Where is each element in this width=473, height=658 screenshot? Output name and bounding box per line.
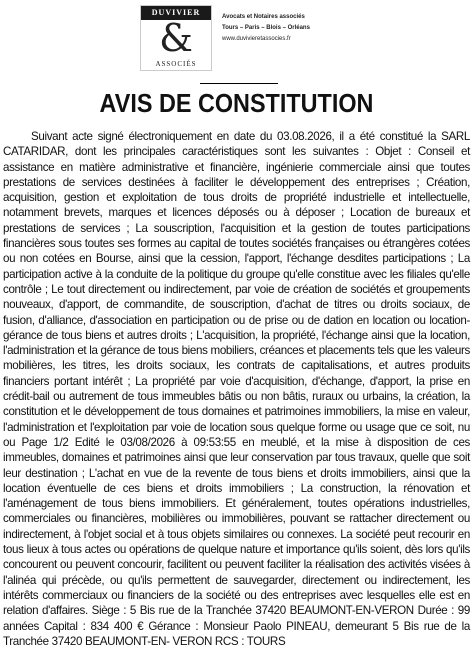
firm-info (222, 12, 342, 45)
letterhead (0, 0, 473, 82)
firm-logo (140, 5, 212, 71)
logo-bottom-text: ASSOCIÉS (155, 60, 197, 68)
logo-top-text: DUVIVIER (141, 6, 211, 20)
logo-ampersand: & (159, 16, 193, 60)
title-divider (200, 83, 278, 84)
notice-text: Suivant acte signé électroniquement en date du 03.08.2026, il a été constitué la SARL CATARIDAR, dont les principales caractéristiques sont les suivantes : Objet : Conseil et assistance en matière administrative et financière, ingénierie commerciale ainsi que toutes prestations de services destinées à faciliter le développement des entreprises ; Création, acquisition, gestion et exploitation de tous droits de propriété industrielle et intellectuelle, notamment brevets, marques et licences déposés ou à déposer ; Location de bureaux et prestations de services ; La souscription, l'acquisition et la gestion de toutes participations financières sous toutes ses formes au capital de toutes sociétés françaises ou étrangères cotées ou non cotées en Bourse, ainsi que la cession, l'apport, l'échange desdites participations ; La participation active à la conduite de la politique du groupe qu'elle constitue avec les filiales qu'elle contrôle ; Le tout directement ou indirectement, par voie de création de sociétés et groupements nouveaux, d'apport, de commandite, de souscription, d'achat de titres ou droits sociaux, de fusion, d'alliance, d'association en participation ou de prise ou de dation en location ou location-gérance de tous biens et autres droits ; L'acquisition, la propriété, l'échange ainsi que la location, l'administration et la gérance de tous biens mobiliers, créances et placements tels que les valeurs mobilières, les titres, les droits sociaux, les contrats de capitalisations, et autres produits financiers portant intérêt ; La propriété par voie d'acquisition, d'échange, d'apport, la prise en crédit-bail ou autrement de tous immeubles bâtis ou non bâtis, ruraux ou urbains, la création, la constitution et le développement de tous domaines et patrimoines immobiliers, la mise en valeur, l'administration et l'exploitation par voie de location sous quelque forme ou usage que ce soit, nu ou Page 1/2 Edité le 03/08/2026 à 09:53:55 en meublé, et la mise à disposition de ces immeubles, domaines et patrimoines ainsi que leur conservation par tous travaux, quelle que soit leur destination ; L'achat en vue de la revente de tous biens et droits immobiliers, ainsi que la location éventuelle de ces biens et droits immobiliers ; La construction, la rénovation et l'aménagement de tous biens immobiliers. Et généralement, toutes opérations industrielles, commerciales ou financières, mobilières ou immobilières, pouvant se rattacher directement ou indirectement, à l'objet social et à tous objets similaires ou connexes. La société peut recourir en tous lieux à tous actes ou opérations de quelque nature et importance qu'ils soient, dès lors qu'ils concourent ou peuvent concourir, facilitent ou peuvent faciliter la réalisation des activités visées à l'alinéa qui précède, ou qu'ils permettent de sauvegarder, directement ou indirectement, les intérêts commerciaux ou financiers de la société ou des entreprises avec lesquelles elle est en relation d'affaires. Siège : 5 Bis rue de la Tranchée 37420 BEAUMONT-EN-VERON Durée : 99 années Capital : 834 400 € Gérance : Monsieur Paolo PINEAU, demeurant 5 Bis rue de la Tranchée 37420 BEAUMONT-EN- VERON RCS : TOURS (3, 130, 470, 648)
notice-title: AVIS DE CONSTITUTION (99, 88, 374, 118)
firm-website: www.duvivieretassocies.fr (222, 36, 291, 42)
firm-tagline: Avocats et Notaires associés (222, 14, 305, 20)
firm-cities: Tours – Paris – Blois – Orléans (222, 25, 310, 31)
notice-body (3, 129, 470, 649)
